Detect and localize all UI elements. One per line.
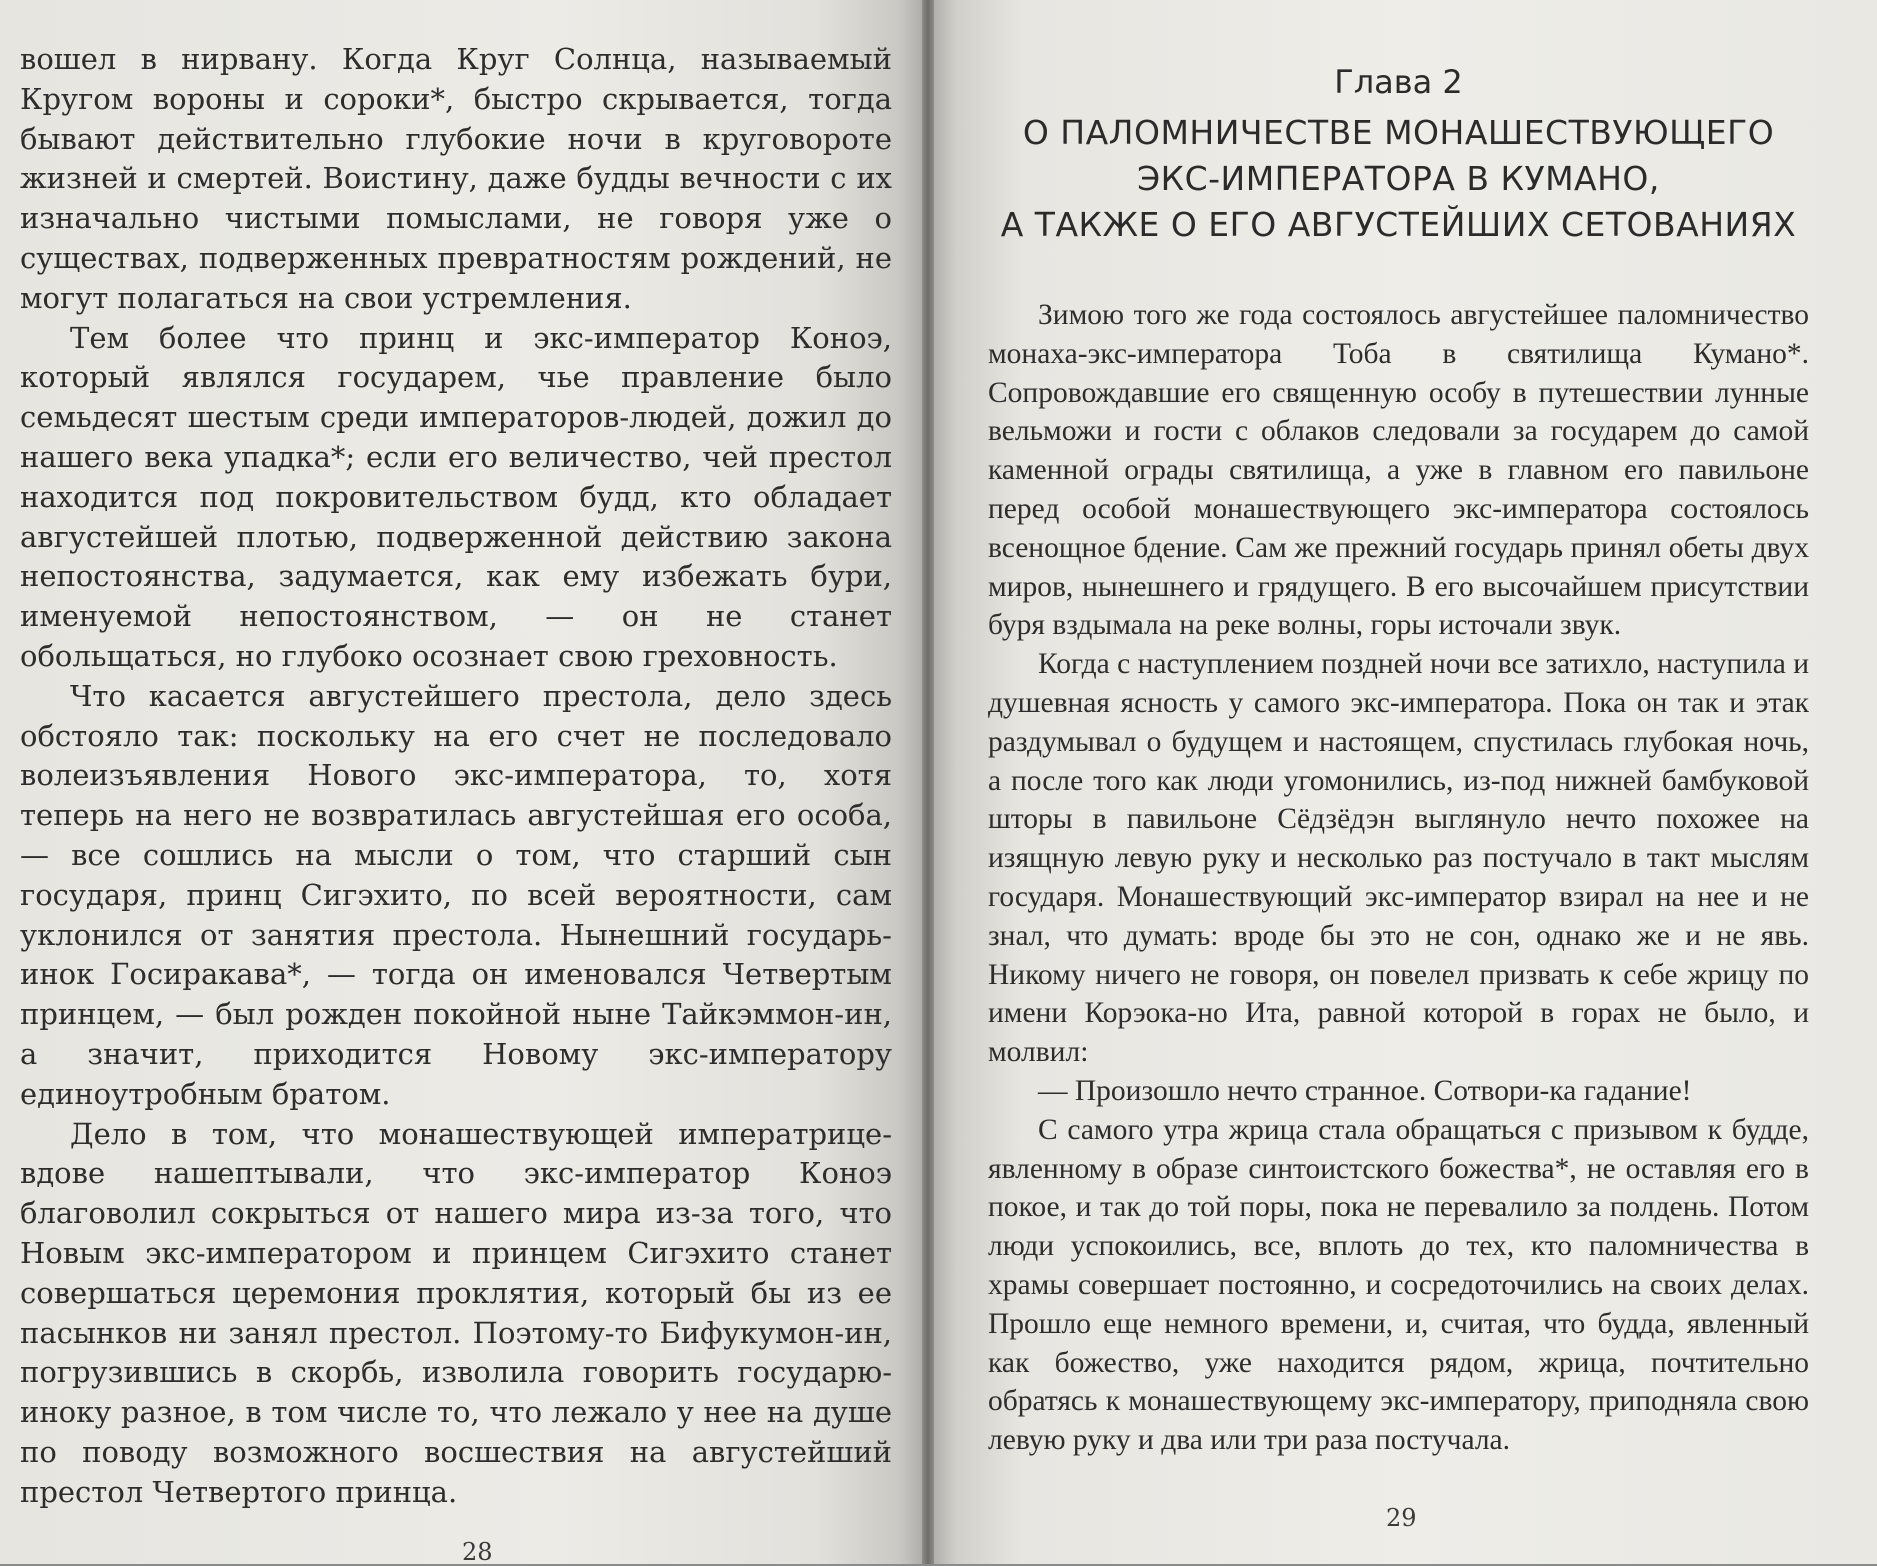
right-paragraph-4: С самого утра жрица стала обращаться с призывом к будде, явленному в образе синтоистского божества*, не оставляя его в покое, и так до той поры, пока не перевалило за полдень. Потом люди успокоились, все, вплоть до тех, кто паломничества в храмы совершает постоянно, и сосредоточились на своих делах. Прошло еще немного времени, и, считая, что будда, явленный как божество, уже находится рядом, жрица, почтительно обратясь к монашествующему экс-императору, приподняла свою левую руку и два или три раза постучала. (988, 1113, 1809, 1457)
right-paragraph-2: Когда с наступлением поздней ночи все затихло, наступила и душевная ясность у самого экс-императора. Пока он так и этак раздумывал о будущем и настоящем, спустилась глубокая ночь, а после того как люди угомонились, из-под нижней бамбуковой шторы в павильоне Сёдзёдэн выглянуло нечто похожее на изящную левую руку и несколько раз постучало в такт мыслям государя. Монашествующий экс-император взирал на нее и не знал, что думать: вроде бы это не сон, однако же и не явь. Никому ничего не говоря, он повелел призвать к себе жрицу по имени Корэока-но Ита, равной которой в горах не было, и молвил: (988, 648, 1809, 1069)
right-paragraph-3: — Произошло нечто странное. Сотвори-ка гадание! (1038, 1074, 1692, 1107)
chapter-label: Глава 2 (1334, 63, 1463, 101)
left-paragraph-1: вошел в нирвану. Когда Круг Солнца, называемый Кругом вороны и сороки*, быстро скрывается, тогда бывают действительно глубокие ночи в круговороте жизней и смертей. Воистину, даже будды вечности с их изначально чистыми помыслами, не говоря уже о существах, подверженных превратностям рождений, не могут полагаться на свои устремления. (20, 42, 892, 315)
chapter-title-line-2: ЭКС-ИМПЕРАТОРА В КУМАНО, (1137, 159, 1660, 198)
left-page-number: 28 (462, 1538, 493, 1566)
right-page-number: 29 (1386, 1504, 1417, 1532)
left-paragraph-2: Тем более что принц и экс-император Коноэ, который являлся государем, чье правление было семьдесят шестым среди императоров-людей, дожил до нашего века упадка*; если его величество, чей престол находится под покровительством будд, кто обладает августейшей плотью, подверженной действию закона непостоянства, задумается, как ему избежать бури, именуемой непостоянством, — он не станет обольщаться, но глубоко осознает свою греховность. (20, 320, 892, 673)
left-page (0, 0, 928, 1564)
left-paragraph-3: Что касается августейшего престола, дело здесь обстояло так: поскольку на его счет не последовало волеизъявления Нового экс-императора, то, хотя теперь на него не возвратилась августейшая его особа, — все сошлись на мысли о том, что старший сын государя, принц Сигэхито, по всей вероятности, сам уклонился от занятия престола. Нынешний государь-инок Госиракава*, — тогда он именовался Четвертым принцем, — был рожден покойной ныне Тайкэммон-ин, а значит, приходится Новому экс-императору единоутробным братом. (20, 678, 892, 1111)
chapter-heading (988, 60, 1809, 248)
right-page (928, 0, 1877, 1564)
chapter-title-line-3: А ТАКЖЕ О ЕГО АВГУСТЕЙШИХ СЕТОВАНИЯХ (1000, 205, 1797, 244)
chapter-title-line-1: О ПАЛОМНИЧЕСТВЕ МОНАШЕСТВУЮЩЕГО (1022, 113, 1775, 152)
right-paragraph-1: Зимою того же года состоялось августейшее паломничество монаха-экс-императора Тоба в святилища Кумано*. Сопровождавшие его священную особу в путешествии лунные вельможи и гости с облаков следовали за государем до самой каменной ограды святилища, а уже в главном его павильоне перед особой монашествующего экс-императора состоялось всенощное бдение. Сам же прежний государь принял обеты двух миров, нынешнего и грядущего. В его высочайшем присутствии буря вздымала на реке волны, горы источали звук. (988, 299, 1809, 642)
book-spine-gutter (922, 0, 934, 1564)
left-paragraph-4: Дело в том, что монашествующей императрице-вдове нашептывали, что экс-император Коноэ благоволил сокрыться от нашего мира из-за того, что Новым экс-императором и принцем Сигэхито станет совершаться церемония проклятия, который бы из ее пасынков ни занял престол. Поэтому-то Бифукумон-ин, погрузившись в скорбь, изволила говорить государю-иноку разное, в том числе то, что лежало у нее на душе по поводу возможного восшествия на августейший престол Четвертого принца. (20, 1116, 892, 1509)
